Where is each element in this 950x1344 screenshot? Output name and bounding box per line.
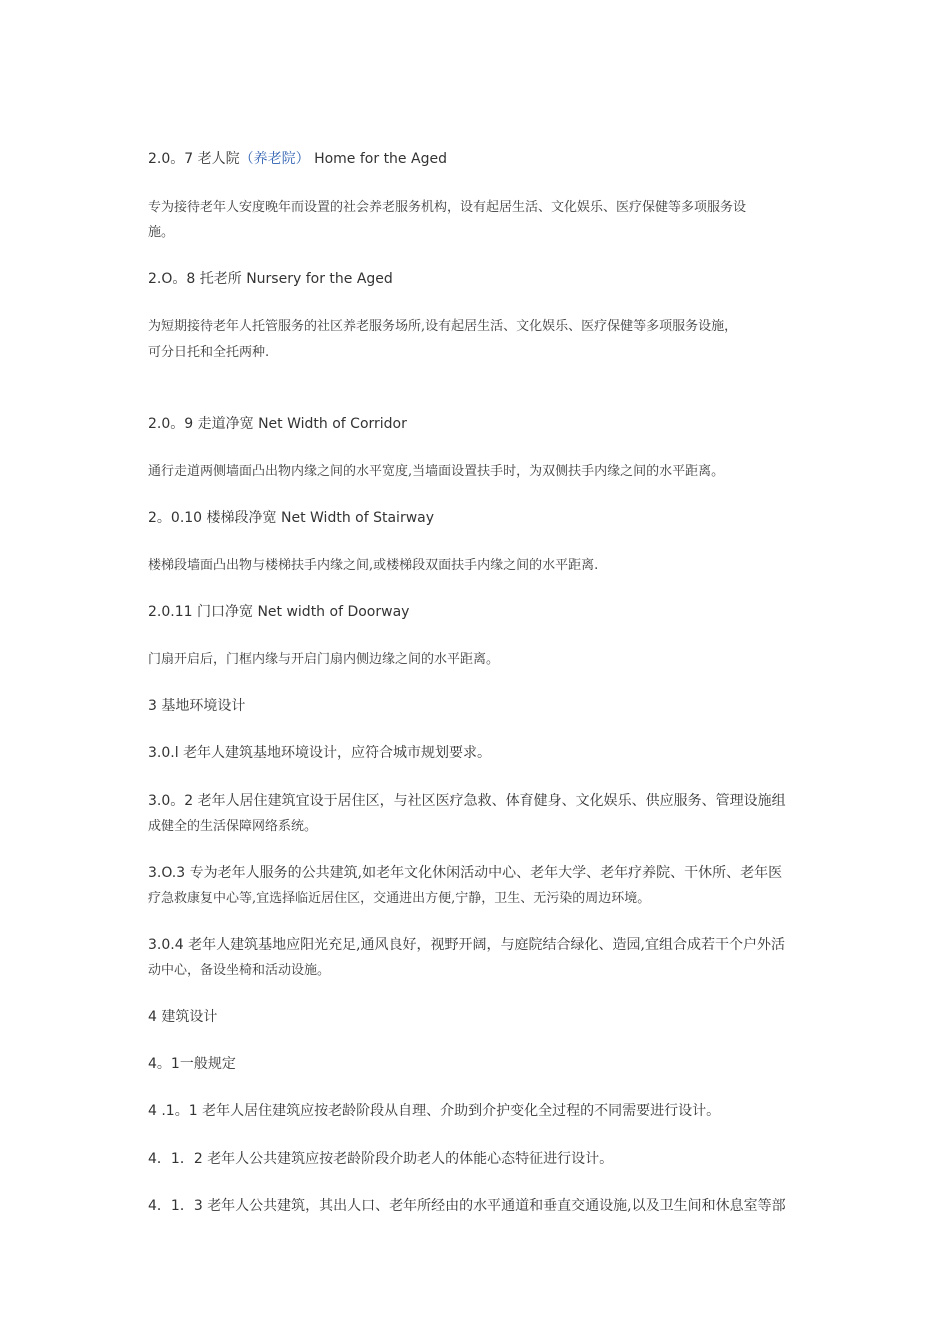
- term-definition-line: 门扇开启后，门框内缘与开启门扇内侧边缘之间的水平距离。: [148, 652, 500, 667]
- term-english: Home for the Aged: [314, 151, 447, 167]
- clause-number: 3.0。2: [148, 793, 194, 809]
- term-english: Nursery for the Aged: [246, 271, 393, 287]
- clause-4-1-3: [148, 1194, 813, 1219]
- chapter-number: 4: [148, 1009, 157, 1025]
- clause-4-1-1: [148, 1099, 813, 1124]
- clause-text: 老年人公共建筑应按老龄阶段介助老人的体能心态特征进行设计。: [207, 1151, 614, 1167]
- term-definition-line: 为短期接待老年人托管服务的社区养老服务场所,设有起居生活、文化娱乐、医疗保健等多项服务设施，: [148, 319, 738, 334]
- term-chinese: 门口净宽: [196, 604, 253, 620]
- clause-text: 老年人居住建筑应按老龄阶段从自理、介助到介护变化全过程的不同需要进行设计。: [202, 1103, 721, 1119]
- term-heading-2-0-8: [148, 267, 813, 292]
- term-chinese: 托老所: [199, 271, 242, 287]
- clause-number: 3.0.l: [148, 745, 179, 761]
- clause-number: 3.0.4: [148, 937, 184, 953]
- term-chinese: 走道净宽: [197, 416, 254, 432]
- clause-text: 专为老年人服务的公共建筑,如老年文化休闲活动中心、老年大学、老年疗养院、干休所、老年医: [189, 865, 783, 881]
- clause-number: 2.0。7: [148, 151, 194, 167]
- section-title: 一般规定: [179, 1056, 236, 1072]
- clause-text: 老年人公共建筑，其出人口、老年所经由的水平通道和垂直交通设施,以及卫生间和休息室等部: [207, 1198, 786, 1214]
- clause-text: 老年人建筑基地应阳光充足,通风良好，视野开阔，与庭院结合绿化、造园,宜组合成若干个户外活: [188, 937, 785, 953]
- chapter-heading-4: [148, 1005, 813, 1030]
- term-english: Net Width of Stairway: [281, 510, 435, 526]
- clause-number: 3.O.3: [148, 865, 186, 881]
- clause-3-0-2: [148, 789, 813, 814]
- clause-number: 4．1．2: [148, 1151, 203, 1167]
- clause-text: 老年人居住建筑宜设于居住区，与社区医疗急救、体育健身、文化娱乐、供应服务、管理设施组: [197, 793, 786, 809]
- clause-3-0-3: [148, 861, 813, 886]
- term-link[interactable]: 养老院: [253, 151, 296, 167]
- clause-3-0-1: [148, 741, 813, 766]
- chapter-number: 3: [148, 698, 157, 714]
- term-definition-line: 通行走道两侧墙面凸出物内缘之间的水平宽度,当墙面设置扶手时，为双侧扶手内缘之间的水平距离。: [148, 464, 725, 479]
- section-number: 4。1: [148, 1056, 180, 1072]
- term-heading-2-0-9: [148, 412, 813, 437]
- paren-open: （: [239, 151, 254, 167]
- term-heading-2-0-11: [148, 600, 813, 625]
- clause-number: 2.0.11: [148, 604, 193, 620]
- clause-3-0-4: [148, 933, 813, 958]
- section-heading-4-1: [148, 1052, 813, 1077]
- term-definition-line: 专为接待老年人安度晚年而设置的社会养老服务机构，设有起居生活、文化娱乐、医疗保健等多项服务设: [148, 200, 747, 215]
- chapter-title: 建筑设计: [161, 1009, 218, 1025]
- clause-number: 2.O。8: [148, 271, 196, 287]
- clause-text-continued: 疗急救康复中心等,宜选择临近居住区，交通进出方便,宁静，卫生、无污染的周边环境。: [148, 891, 651, 906]
- clause-number: 4．1．3: [148, 1198, 203, 1214]
- term-heading-2-0-10: [148, 506, 813, 531]
- clause-4-1-2: [148, 1147, 813, 1172]
- clause-number: 2。0.10: [148, 510, 203, 526]
- term-definition-line: 施。: [148, 225, 175, 240]
- term-chinese: 老人院: [197, 151, 240, 167]
- term-english: Net Width of Corridor: [258, 416, 407, 432]
- clause-text-continued: 成健全的生活保障网络系统。: [148, 819, 318, 834]
- clause-text: 老年人建筑基地环境设计，应符合城市规划要求。: [183, 745, 492, 761]
- chapter-title: 基地环境设计: [161, 698, 246, 714]
- term-chinese: 楼梯段净宽: [206, 510, 277, 526]
- term-definition-line: 楼梯段墙面凸出物与楼梯扶手内缘之间,或楼梯段双面扶手内缘之间的水平距离.: [148, 558, 599, 573]
- paren-close: ）: [295, 151, 310, 167]
- clause-number: 2.0。9: [148, 416, 194, 432]
- term-definition-line: 可分日托和全托两种.: [148, 345, 270, 360]
- clause-number: 4 .1。1: [148, 1103, 198, 1119]
- term-english: Net width of Doorway: [257, 604, 410, 620]
- clause-text-continued: 动中心，备设坐椅和活动设施。: [148, 963, 331, 978]
- term-heading-2-0-7: [148, 147, 813, 172]
- chapter-heading-3: [148, 694, 813, 719]
